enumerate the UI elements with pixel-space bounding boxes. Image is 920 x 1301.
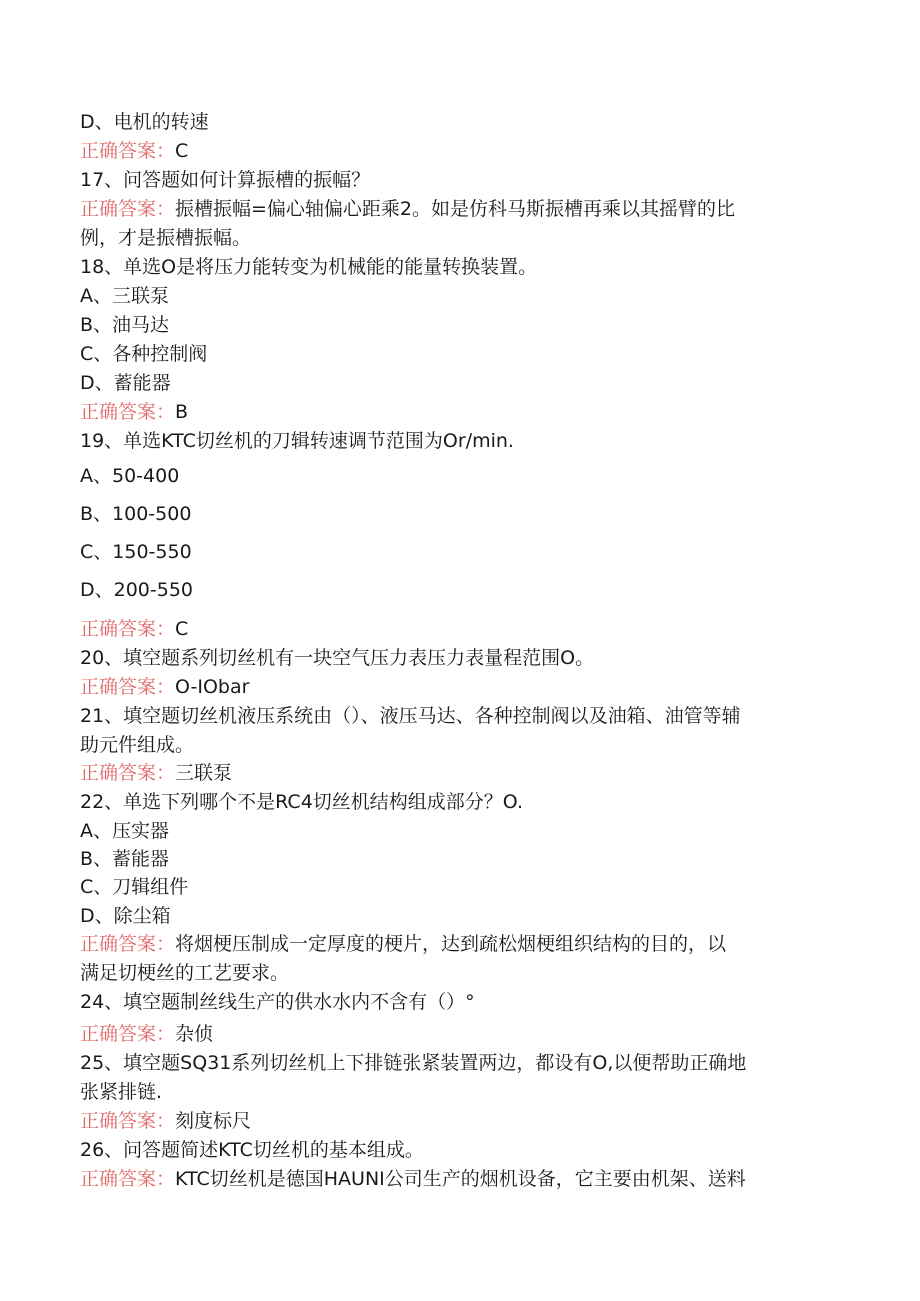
- answer-label: 正确答案：: [80, 762, 176, 784]
- option-line: A、压实器: [80, 820, 169, 842]
- option-line: D、200-550: [80, 579, 194, 601]
- answer-value: C: [175, 140, 189, 162]
- question-line: 18、单选O是将压力能转变为机械能的能量转换装置。: [80, 256, 538, 278]
- answer-label: 正确答案：: [80, 198, 176, 220]
- text-line: 张紧排链.: [80, 1081, 163, 1103]
- option-line: B、100-500: [80, 503, 192, 525]
- text-line: 满足切梗丝的工艺要求。: [80, 962, 290, 984]
- answer-value: 将烟梗压制成一定厚度的梗片，达到疏松烟梗组织结构的目的，以: [175, 933, 727, 955]
- answer-label: 正确答案：: [80, 140, 176, 162]
- answer-line: [80, 930, 840, 958]
- option-line: C、150-550: [80, 541, 192, 563]
- answer-value: B: [175, 401, 189, 423]
- text-line: 例，才是振槽振幅。: [80, 227, 252, 249]
- answer-label: 正确答案：: [80, 1023, 176, 1045]
- option-line: A、三联泵: [80, 285, 169, 307]
- answer-value: 杂侦: [175, 1023, 214, 1045]
- answer-label: 正确答案：: [80, 1168, 176, 1190]
- answer-line: [80, 673, 840, 701]
- question-line: 21、填空题切丝机液压系统由（）、液压马达、各种控制阀以及油箱、油管等辅: [80, 705, 741, 727]
- answer-value: 刻度标尺: [175, 1110, 252, 1132]
- answer-label: 正确答案：: [80, 1110, 176, 1132]
- answer-value: O-IObar: [175, 676, 250, 698]
- question-line: 25、填空题SQ31系列切丝机上下排链张紧装置两边，都设有O,以便帮助正确地: [80, 1052, 747, 1074]
- answer-line: [80, 759, 840, 787]
- question-line: 17、问答题如何计算振槽的振幅？: [80, 169, 371, 191]
- answer-line: [80, 615, 840, 643]
- answer-value: 振槽振幅=偏心轴偏心距乘2。如是仿科马斯振槽再乘以其摇臂的比: [175, 198, 736, 220]
- question-line: 19、单选KTC切丝机的刀辑转速调节范围为Or∕min.: [80, 430, 514, 452]
- answer-value: 三联泵: [175, 762, 233, 784]
- option-line: D、除尘箱: [80, 905, 171, 927]
- question-line: 26、问答题简述KTC切丝机的基本组成。: [80, 1139, 424, 1161]
- answer-label: 正确答案：: [80, 676, 176, 698]
- option-line: B、油马达: [80, 314, 170, 336]
- option-line: C、各种控制阀: [80, 343, 208, 365]
- text-line: D、电机的转速: [80, 111, 209, 133]
- answer-line: [80, 1107, 840, 1135]
- option-line: B、蓄能器: [80, 848, 170, 870]
- answer-value: C: [175, 618, 189, 640]
- question-line: 24、填空题制丝线生产的供水水内不含有（）°: [80, 991, 475, 1013]
- question-line: 22、单选下列哪个不是RC4切丝机结构组成部分？O.: [80, 791, 524, 813]
- answer-label: 正确答案：: [80, 401, 176, 423]
- option-line: D、蓄能器: [80, 372, 171, 394]
- text-line: 助元件组成。: [80, 734, 195, 756]
- option-line: C、刀辑组件: [80, 876, 189, 898]
- answer-line: [80, 137, 840, 165]
- answer-line: [80, 1165, 840, 1193]
- answer-line: [80, 398, 840, 426]
- answer-value: KTC切丝机是德国HAUNI公司生产的烟机设备，它主要由机架、送料: [175, 1168, 746, 1190]
- answer-line: [80, 195, 840, 223]
- option-line: A、50-400: [80, 465, 180, 487]
- answer-line: [80, 1020, 840, 1048]
- answer-label: 正确答案：: [80, 618, 176, 640]
- answer-label: 正确答案：: [80, 933, 176, 955]
- question-line: 20、填空题系列切丝机有一块空气压力表压力表量程范围O。: [80, 647, 595, 669]
